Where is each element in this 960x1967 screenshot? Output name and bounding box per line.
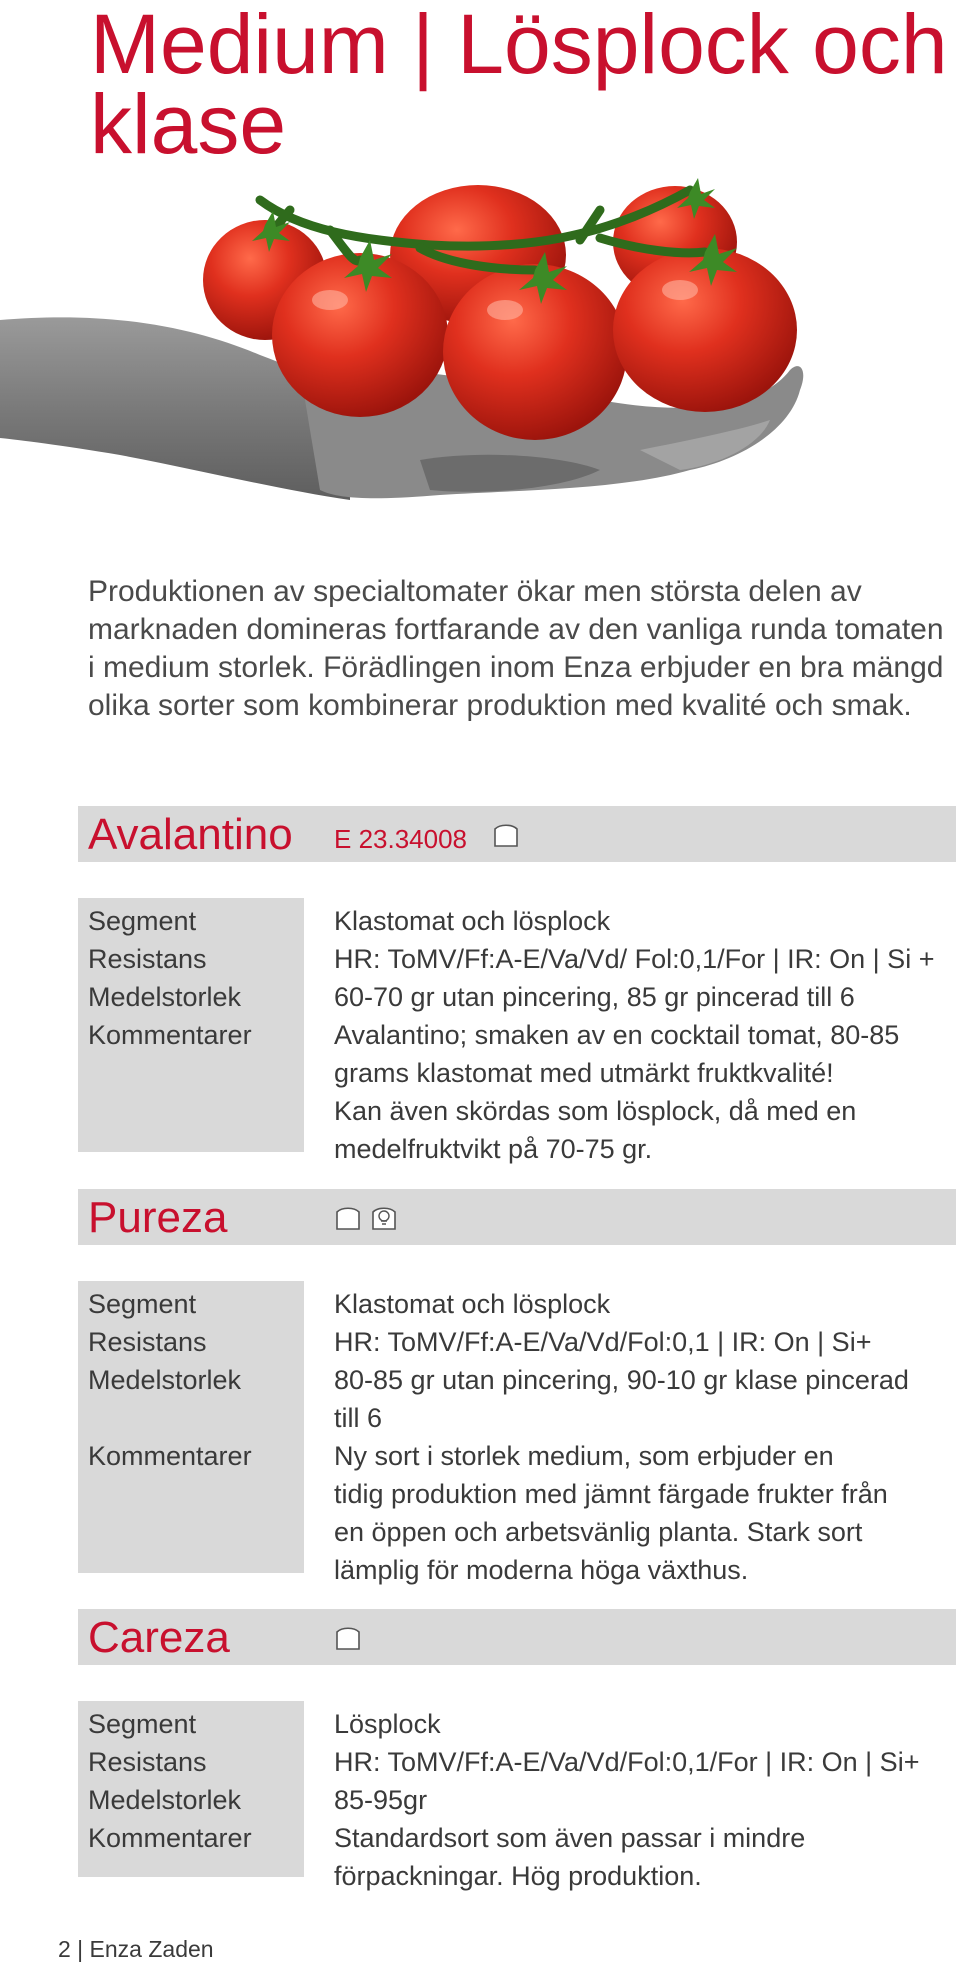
row-value: 80-85 gr utan pincering, 90-10 gr klase pincerad till 6 (334, 1365, 909, 1433)
row-value: Klastomat och lösplock (334, 906, 611, 936)
row-label: Medelstorlek (88, 1365, 242, 1395)
row-value: Lösplock (334, 1709, 441, 1739)
bulb-icon (370, 1203, 398, 1231)
row-label: Kommentarer (88, 1020, 252, 1050)
row-label: Segment (88, 1709, 197, 1739)
intro-text: Produktionen av specialtomater ökar men största delen av marknaden domineras fortfarande av den vanliga runda tomaten i medium storlek. Förädlingen inom Enza erbjuder en bra mängd olika sorter som kombinerar produktion med kvalité och smak. (88, 575, 944, 722)
variety-name: Avalantino (88, 810, 293, 859)
variety-name: Pureza (88, 1193, 228, 1242)
page-title: Medium | Lösplock och klase (90, 0, 948, 171)
variety-icons (334, 1203, 402, 1233)
row-value: 85-95gr (334, 1785, 428, 1815)
row-label: Resistans (88, 1747, 207, 1777)
row-label: Resistans (88, 1327, 207, 1357)
variety-header (78, 806, 956, 862)
row-label: Segment (88, 906, 197, 936)
row-value: HR: ToMV/Ff:A-E/Va/Vd/Fol:0,1/For | IR: On | Si+ (334, 1747, 920, 1777)
house-icon (334, 1623, 362, 1651)
row-value: Ny sort i storlek medium, som erbjuder en tidig produktion med jämnt färgade frukter från en öppen och arbetsvänlig planta. Stark sort lämplig för moderna höga växthus. (334, 1441, 888, 1585)
row-value: Standardsort som även passar i mindre förpackningar. Hög produktion. (334, 1823, 806, 1891)
row-value: Klastomat och lösplock (334, 1289, 611, 1319)
variety-header (78, 1609, 956, 1665)
row-label: Resistans (88, 944, 207, 974)
page-footer: 2 | Enza Zaden (58, 1936, 214, 1962)
row-label: Medelstorlek (88, 1785, 242, 1815)
house-icon (492, 820, 520, 848)
variety-name: Careza (88, 1613, 230, 1662)
row-value: HR: ToMV/Ff:A-E/Va/Vd/Fol:0,1 | IR: On | Si+ (334, 1327, 872, 1357)
variety-header (78, 1189, 956, 1245)
tomato-hand-image (0, 170, 960, 525)
row-label: Kommentarer (88, 1823, 252, 1853)
row-value: Avalantino; smaken av en cocktail tomat, 80-85 grams klastomat med utmärkt fruktkvalité! Kan även skördas som lösplock, då med en medelfruktvikt på 70-75 gr. (334, 1020, 900, 1164)
row-label: Segment (88, 1289, 197, 1319)
row-value: 60-70 gr utan pincering, 85 gr pincerad till 6 (334, 982, 855, 1012)
variety-code: E 23.34008 (334, 824, 468, 854)
row-label: Medelstorlek (88, 982, 242, 1012)
row-label: Kommentarer (88, 1441, 252, 1471)
house-icon (334, 1203, 362, 1231)
variety-icons (334, 1623, 366, 1653)
variety-icons (492, 820, 524, 850)
row-value: HR: ToMV/Ff:A-E/Va/Vd/ Fol:0,1/For | IR: On | Si + (334, 944, 935, 974)
